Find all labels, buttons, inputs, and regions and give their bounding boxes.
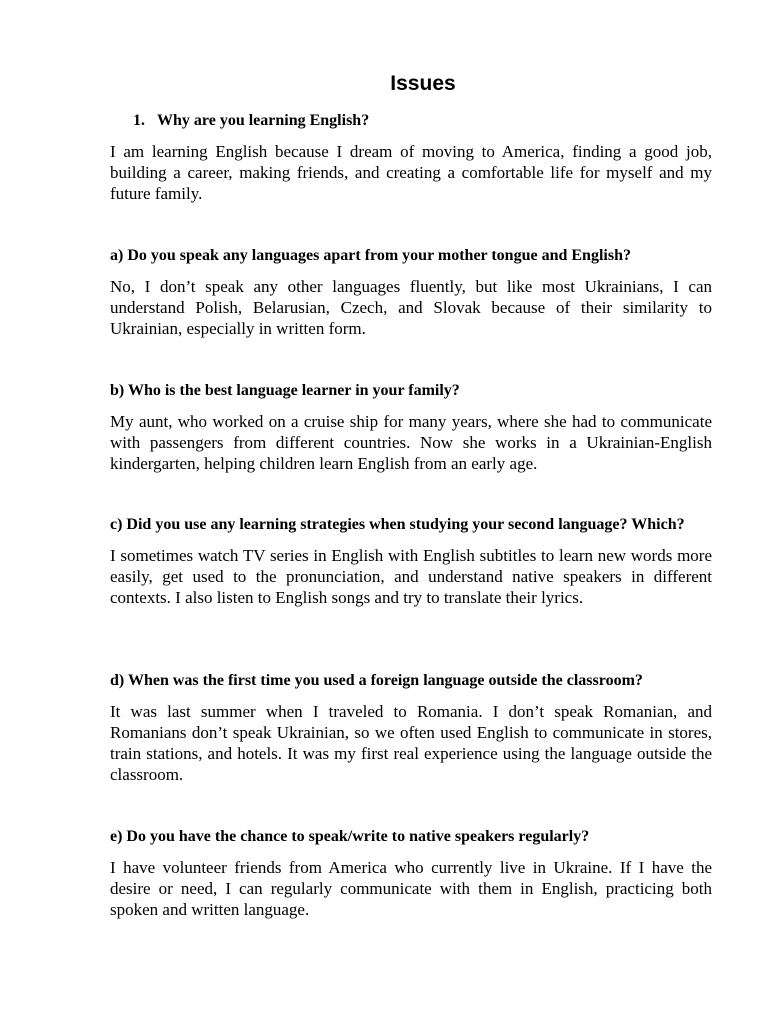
section-e bbox=[110, 826, 712, 920]
answer-b: My aunt, who worked on a cruise ship for many years, where she had to communicate with passengers from different countries. Now she works in a Ukrainian-English kindergarten, helping children learn English from an early age. bbox=[110, 412, 712, 473]
question-b: b) Who is the best language learner in your family? bbox=[110, 382, 460, 399]
answer-c: I sometimes watch TV series in English with English subtitles to learn new words more easily, get used to the pronunciation, and understand native speakers in different contexts. I also listen to English songs and try to translate their lyrics. bbox=[110, 546, 712, 607]
question-1-number: 1. bbox=[133, 112, 145, 129]
question-d: d) When was the first time you used a foreign language outside the classroom? bbox=[110, 672, 643, 689]
question-e: e) Do you have the chance to speak/write to native speakers regularly? bbox=[110, 828, 590, 845]
question-a: a) Do you speak any languages apart from your mother tongue and English? bbox=[110, 247, 631, 264]
question-1-text: Why are you learning English? bbox=[157, 112, 370, 129]
question-1 bbox=[133, 110, 369, 132]
section-c bbox=[110, 514, 712, 608]
answer-d: It was last summer when I traveled to Romania. I don’t speak Romanian, and Romanians don’t speak Ukrainian, so we often used English to communicate in stores, train stations, and hotels. It was my first real experience using the language outside the classroom. bbox=[110, 702, 712, 784]
answer-a: No, I don’t speak any other languages fluently, but like most Ukrainians, I can understand Polish, Belarusian, Czech, and Slovak because of their similarity to Ukrainian, especially in written form. bbox=[110, 277, 712, 338]
answer-e: I have volunteer friends from America who currently live in Ukraine. If I have the desire or need, I can regularly communicate with them in English, practicing both spoken and written language. bbox=[110, 858, 712, 919]
answer-1-block bbox=[110, 141, 712, 204]
section-b bbox=[110, 380, 712, 474]
section-d bbox=[110, 670, 712, 785]
answer-1: I am learning English because I dream of moving to America, finding a good job, building a career, making friends, and creating a comfortable life for myself and my future family. bbox=[110, 142, 712, 203]
page-title: Issues bbox=[390, 72, 456, 95]
question-c: c) Did you use any learning strategies when studying your second language? Which? bbox=[110, 516, 685, 533]
section-a bbox=[110, 245, 712, 339]
